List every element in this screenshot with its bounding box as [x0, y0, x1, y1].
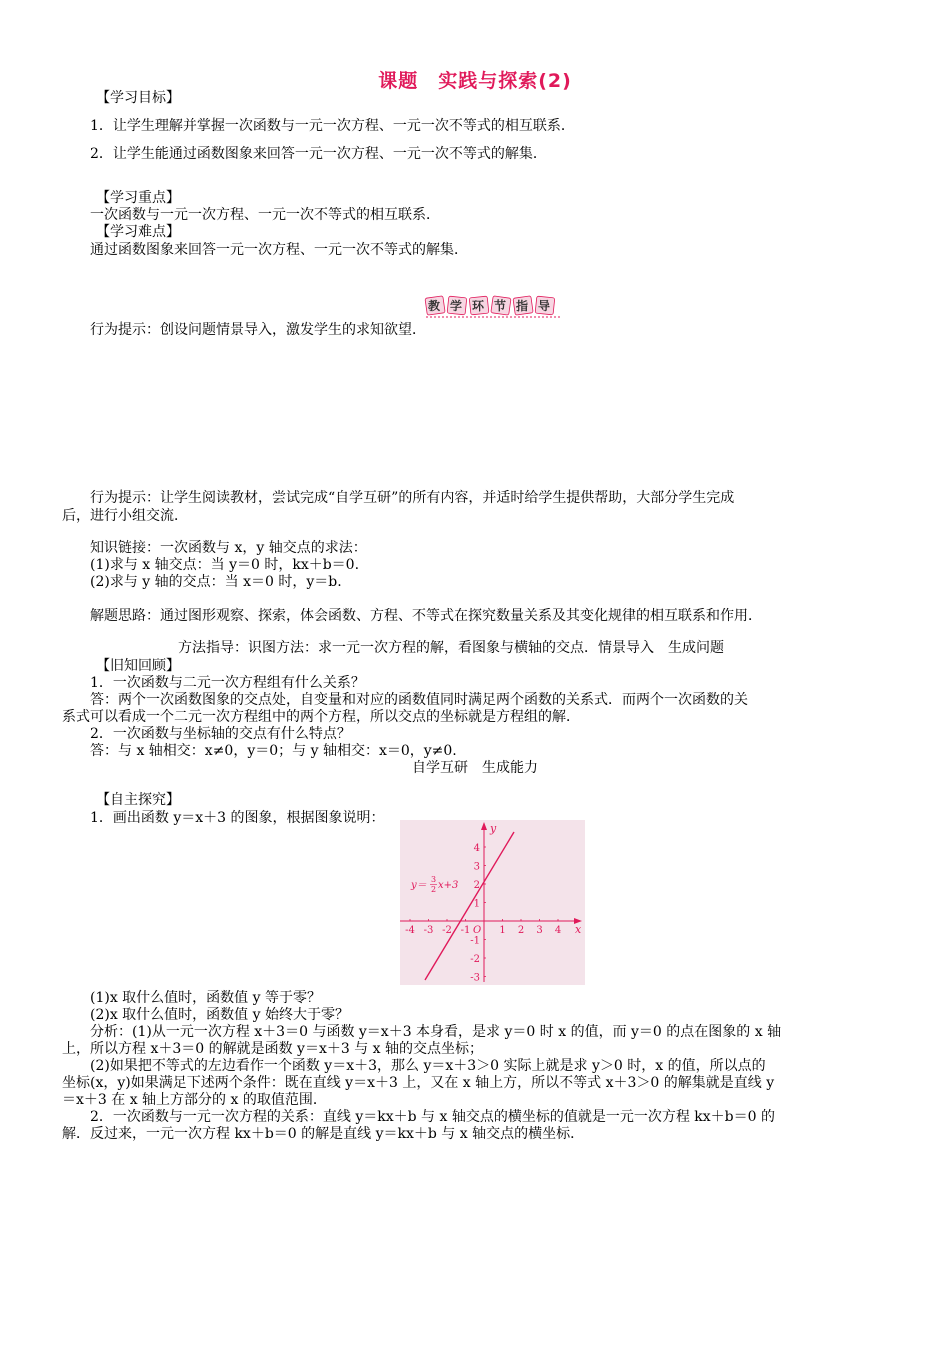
- focus-text: 一次函数与一元一次方程、一元一次不等式的相互联系．: [90, 207, 440, 223]
- y-axis-label: y: [490, 822, 497, 835]
- review-a2: 答：与 x 轴相交：x≠0，y＝0；与 y 轴相交：x＝0，y≠0.: [90, 743, 457, 759]
- goal-item-2: 2．让学生能通过函数图象来回答一元一次方程、一元一次不等式的解集．: [90, 146, 547, 162]
- y-tick-label: -2: [470, 954, 480, 965]
- review-q2: 2．一次函数与坐标轴的交点有什么特点？: [90, 726, 351, 742]
- y-tick-label: 1: [473, 898, 480, 910]
- review-heading: 【旧知回顾】: [96, 658, 180, 674]
- approach-text: 解题思路：通过图形观察、探索，体会函数、方程、不等式在探究数量关系及其变化规律的相互联系和作用．: [90, 608, 762, 624]
- x-tick-label: -4: [405, 925, 415, 936]
- analysis-line2: 上，所以方程 x＋3＝0 的解就是函数 y＝x＋3 与 x 轴的交点坐标；: [62, 1041, 484, 1057]
- analysis-line4: 坐标(x，y)如果满足下述两个条件：既在直线 y＝x＋3 上，又在 x 轴上方，所以不等式 x＋3＞0 的解集就是直线 y: [62, 1075, 775, 1091]
- frac-den: 2: [431, 885, 437, 894]
- x-tick-label: 2: [517, 925, 525, 936]
- origin-label: O: [473, 925, 482, 936]
- goal-item-1: 1．让学生理解并掌握一次函数与一元一次方程、一元一次不等式的相互联系．: [90, 118, 575, 134]
- explore-heading: 【自主探究】: [96, 792, 180, 808]
- hint-2-line2: 后，进行小组交流．: [62, 508, 188, 524]
- explore-sub2: (2)x 取什么值时，函数值 y 始终大于零？: [90, 1007, 349, 1023]
- y-tick-label: 4: [473, 843, 480, 854]
- explore-q2-line2: 解．反过来，一元一次方程 kx＋b＝0 的解是直线 y＝kx＋b 与 x 轴交点的横坐标．: [62, 1126, 585, 1142]
- review-a1-line2: 系式可以看成一个二元一次方程组中的两个方程，所以交点的坐标就是方程组的解．: [62, 709, 580, 725]
- x-tick-label: -2: [442, 925, 452, 936]
- line-label: y＝: [411, 880, 427, 891]
- hint-1: 行为提示：创设问题情景导入，激发学生的求知欲望．: [90, 322, 426, 338]
- hint-2-line1: 行为提示：让学生阅读教材，尝试完成“自学互研”的所有内容，并适时给学生提供帮助，大部分学生完成: [90, 490, 735, 506]
- y-tick-label: -1: [470, 935, 480, 947]
- x-tick-label: -1: [460, 925, 471, 936]
- x-tick-label: 1: [499, 925, 506, 936]
- graph-background: [400, 820, 585, 985]
- y-tick-label: 2: [473, 880, 480, 891]
- frac-num: 3: [431, 875, 437, 884]
- section-heading: 自学互研 生成能力: [412, 760, 538, 776]
- review-a1-line1: 答：两个一次函数图象的交点处，自变量和对应的函数值同时满足两个函数的关系式．而两个一次函数的关: [90, 692, 748, 708]
- banner-text: 教学环节指导: [427, 299, 561, 313]
- x-tick-label: 4: [554, 925, 562, 936]
- knowledge-line2: (1)求与 x 轴交点：当 y＝0 时，kx＋b＝0.: [90, 557, 360, 573]
- goals-heading: 【学习目标】: [96, 90, 180, 106]
- function-graph: [400, 820, 585, 985]
- knowledge-line1: 知识链接：一次函数与 x，y 轴交点的求法：: [90, 540, 367, 556]
- analysis-line5: ＝x＋3 在 x 轴上方部分的 x 的取值范围．: [62, 1092, 327, 1108]
- review-q1: 1．一次函数与二元一次方程组有什么关系？: [90, 675, 365, 691]
- difficulty-heading: 【学习难点】: [96, 224, 180, 240]
- explore-sub1: (1)x 取什么值时，函数值 y 等于零？: [90, 990, 321, 1006]
- y-tick-label: 3: [473, 861, 480, 873]
- focus-heading: 【学习重点】: [96, 190, 180, 206]
- analysis-line1: 分析：(1)从一元一次方程 x＋3＝0 与函数 y＝x＋3 本身看，是求 y＝0 时 x 的值，而 y＝0 的点在图象的 x 轴: [90, 1024, 782, 1040]
- teaching-guide-banner: [424, 294, 564, 320]
- x-axis-label: x: [575, 923, 582, 936]
- knowledge-line3: (2)求与 y 轴的交点：当 x＝0 时，y＝b.: [90, 574, 342, 590]
- x-tick-label: -3: [423, 925, 434, 936]
- analysis-line3: (2)如果把不等式的左边看作一个函数 y＝x＋3，那么 y＝x＋3＞0 实际上就是求 y＞0 时，x 的值，所以点的: [90, 1058, 766, 1074]
- explore-q1: 1．画出函数 y＝x＋3 的图象，根据图象说明：: [90, 810, 385, 826]
- y-tick-label: -3: [470, 972, 480, 984]
- page-title: 课题 实践与探索(2): [378, 70, 572, 92]
- method-text: 方法指导：识图方法：求一元一次方程的解，看图象与横轴的交点．情景导入 生成问题: [178, 640, 724, 656]
- explore-q2-line1: 2．一次函数与一元一次方程的关系：直线 y＝kx＋b 与 x 轴交点的横坐标的值就是一元一次方程 kx＋b＝0 的: [90, 1109, 775, 1125]
- difficulty-text: 通过函数图象来回答一元一次方程、一元一次不等式的解集．: [90, 242, 468, 258]
- line-label-tail: x+3: [438, 880, 459, 891]
- x-tick-label: 3: [536, 925, 543, 936]
